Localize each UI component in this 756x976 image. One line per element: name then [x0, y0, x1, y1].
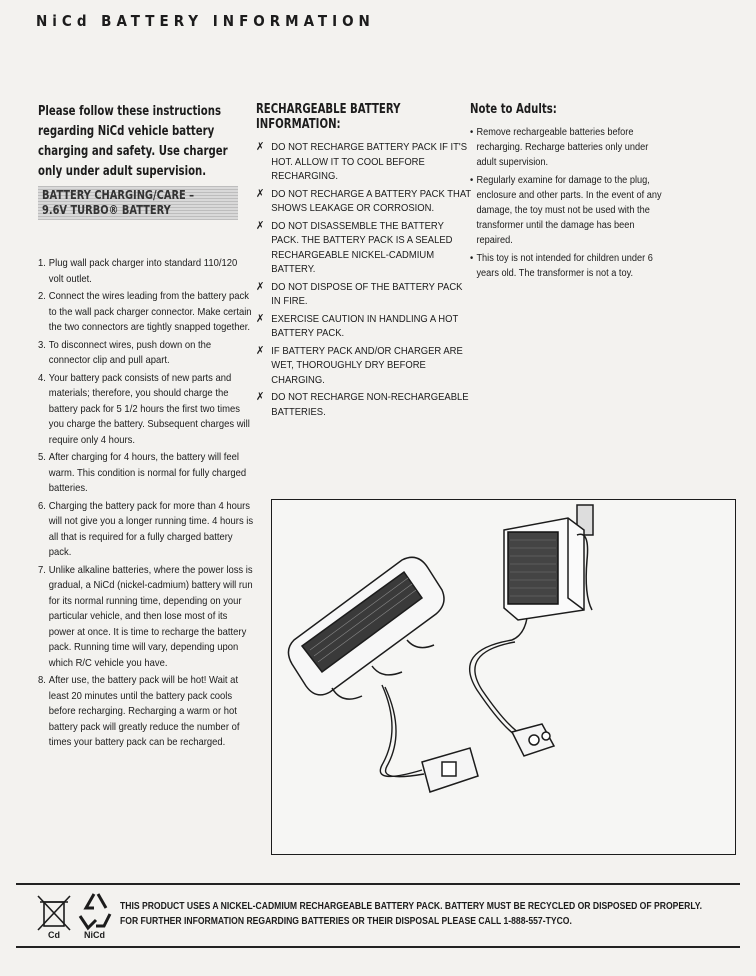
list-item: 3. To disconnect wires, push down on the connector clip and pull apart. [38, 338, 212, 366]
warning-list [256, 140, 472, 419]
cd-label: Cd [48, 930, 60, 940]
battery-pack-illustration [288, 557, 444, 699]
nicd-label: NiCd [84, 930, 105, 940]
list-item: • This toy is not intended for children under 6 years old. The transformer is not a toy. [470, 253, 653, 279]
list-item: ✗ DO NOT RECHARGE NON-RECHARGEABLE BATTERIES. [256, 391, 469, 418]
checkmark-icon: ✗ [256, 187, 265, 200]
list-item: ✗ IF BATTERY PACK AND/OR CHARGER ARE WET, THOROUGHLY DRY BEFORE CHARGING. [256, 344, 463, 386]
list-item: ✗ DO NOT DISPOSE OF THE BATTERY PACK IN FIRE. [256, 280, 463, 307]
charging-instructions-column [38, 102, 254, 753]
footer-icons [34, 890, 124, 934]
list-item: ✗ EXERCISE CAUTION IN HANDLING A HOT BATTERY PACK. [256, 312, 459, 339]
list-item: ✗ DO NOT RECHARGE BATTERY PACK IF IT'S HOT. ALLOW IT TO COOL BEFORE RECHARGING. [256, 141, 468, 182]
list-item: ✗ DO NOT DISASSEMBLE THE BATTERY PACK. THE BATTERY PACK IS A SEALED RECHARGEABLE NICKEL-CADMIUM BATTERY. [256, 219, 453, 275]
checkmark-icon: ✗ [256, 344, 265, 357]
checkmark-icon: ✗ [256, 219, 265, 232]
crossed-out-bin-icon [38, 896, 70, 930]
rechargeable-info-title: RECHARGEABLE BATTERY INFORMATION: [256, 102, 401, 132]
list-item: • Regularly examine for damage to the plug, enclosure and other parts. In the event of any damage, the toy must not be used with the transformer until the damage has been repaired. [470, 175, 662, 246]
page-title: NiCd BATTERY INFORMATION [36, 12, 375, 30]
footer-line-2: FOR FURTHER INFORMATION REGARDING BATTERIES OR THEIR DISPOSAL PLEASE CALL 1-888-557-TYCO. [120, 916, 572, 927]
intro-text: Please follow these instructions regarding NiCd vehicle battery charging and safety. Use charger only under adult supervision. [38, 104, 228, 179]
footer-line-1: THIS PRODUCT USES A NICKEL-CADMIUM RECHARGEABLE BATTERY PACK. BATTERY MUST BE RECYCLED OR DISPOSED OF PROPERLY. [120, 901, 702, 912]
charging-care-banner [38, 186, 238, 220]
checkmark-icon: ✗ [256, 391, 265, 403]
footer-recycling-notice [120, 899, 722, 929]
list-item: 2. Connect the wires leading from the battery pack to the wall pack charger connector. Make certain the two connectors are tightly snapped together. [38, 290, 252, 333]
battery-charger-illustration [271, 499, 736, 855]
recycle-icon [80, 894, 110, 928]
list-item: 4. Your battery pack consists of new parts and materials; therefore, you should charge the battery pack for 5 1/2 hours the first two times you charge the battery. Subsequent charges will require only 4 hours. [38, 371, 250, 446]
wall-charger-illustration [504, 505, 593, 640]
footer-divider-top [16, 883, 740, 885]
list-item: 8. After use, the battery pack will be hot! Wait at least 20 minutes until the battery pack cools before recharging. Recharging a warm or hot battery pack will greatly reduce the number of times your battery pack can be recharged. [38, 674, 240, 748]
checkmark-icon: ✗ [256, 280, 265, 293]
list-item: 7. Unlike alkaline batteries, where the power loss is gradual, a NiCd (nickel-cadmium) battery will run for its normal running time, depending on your particular vehicle, and then lose most of its power at once. It is time to recharge the battery pack. Running time will vary, depending upon which R/C vehicle you have. [38, 563, 253, 669]
list-item: • Remove rechargeable batteries before recharging. Recharge batteries only under adult supervision. [470, 127, 649, 168]
checkmark-icon: ✗ [256, 141, 265, 153]
list-item: ✗ DO NOT RECHARGE A BATTERY PACK THAT SHOWS LEAKAGE OR CORROSION. [256, 187, 472, 214]
checkmark-icon: ✗ [256, 312, 265, 325]
footer-divider-bottom [16, 946, 740, 948]
list-item: 5. After charging for 4 hours, the battery will feel warm. This condition is normal for fully charged batteries. [38, 451, 247, 494]
charging-steps-list [38, 256, 254, 751]
banner-line-1: BATTERY CHARGING/CARE – [42, 188, 195, 202]
rechargeable-battery-info-column [256, 102, 472, 422]
note-to-adults-column [470, 102, 670, 284]
note-to-adults-title: Note to Adults: [470, 102, 557, 117]
banner-line-2: 9.6V TURBO® BATTERY [42, 203, 171, 217]
list-item: 1. Plug wall pack charger into standard 110/120 volt outlet. [38, 257, 238, 285]
list-item: 6. Charging the battery pack for more than 4 hours will not give you a longer running time. 4 hours is all that is required for a fully charged battery pack. [38, 499, 254, 558]
adult-notes-list [470, 125, 670, 281]
